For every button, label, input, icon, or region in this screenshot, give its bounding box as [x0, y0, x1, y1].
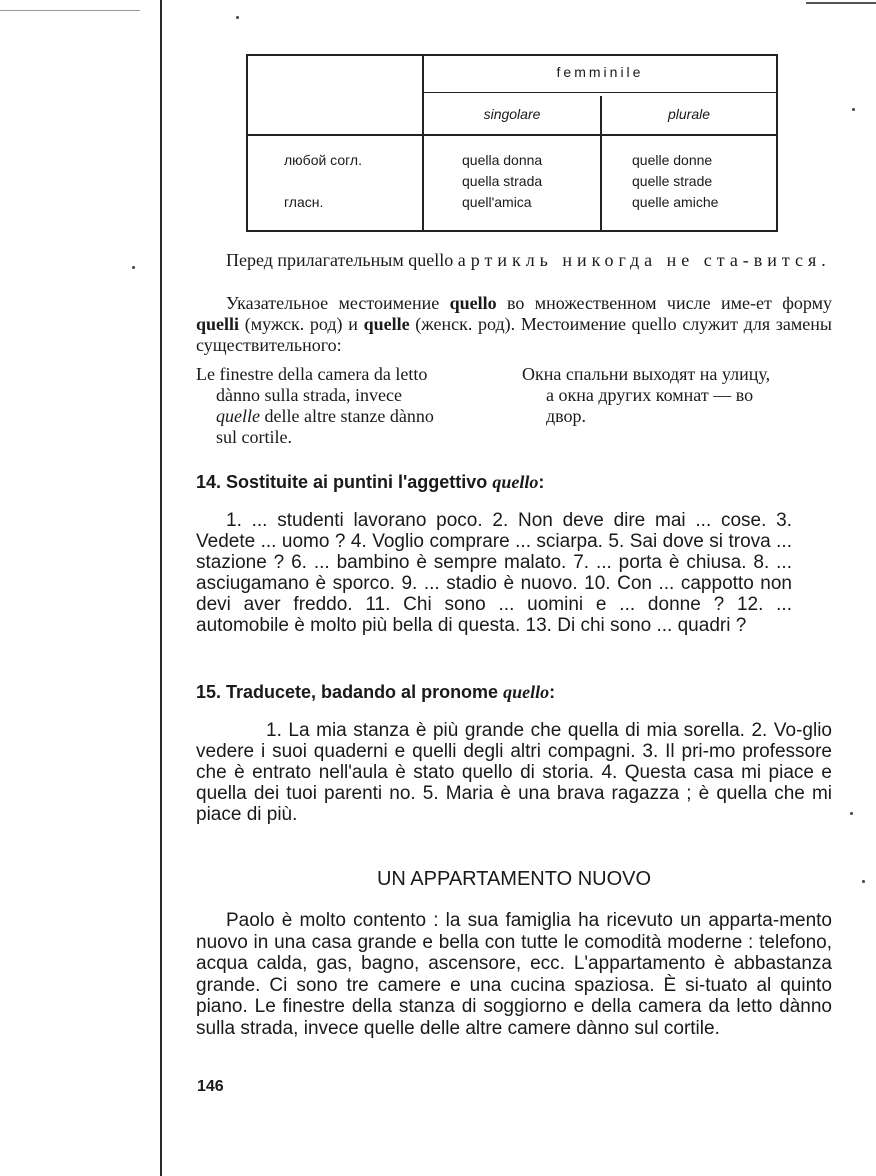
exercise-15-body: 1. La mia stanza è più grande che quella di mia sorella. 2. Vo-glio vedere i suoi quaderni e quelli degli altri compagni. 3. Il pri-mo professore che è entrato nell'aula è stato quello di storia. 4. Questa casa mi piace e quella dei tuoi parenti no. 5. Maria è una brava ragazza ; è quella che mi piace di più. [196, 720, 832, 825]
example-line: двор. [546, 406, 587, 426]
rule-bold-word: quello [449, 293, 497, 313]
table-header: femminile [556, 64, 644, 80]
table-cell-line: quella strada [462, 173, 543, 189]
example-line [196, 406, 506, 427]
exercise-title-text: 15. Traducete, badando al pronome [196, 682, 504, 702]
rule-bold-word: quelle [363, 314, 410, 334]
table-cell-line: quell'amica [462, 194, 532, 210]
example-italian [196, 364, 506, 448]
example-italic-word: quelle [216, 406, 260, 426]
rule-text: (мужск. род) и [239, 314, 364, 334]
page-binding-line [160, 0, 162, 1176]
section-title: UN APPARTAMENTO NUOVO [376, 868, 652, 890]
exercise-title-italic: quello [503, 682, 550, 702]
table-cell-line: quelle amiche [632, 194, 719, 210]
scan-speck [850, 812, 853, 815]
exercise-title-italic: quello [492, 472, 539, 492]
page-number: 146 [197, 1078, 224, 1095]
exercise-15-title [196, 682, 555, 703]
rule-text: (женск. род). Местоимение quello служит для замены существительного: [196, 314, 833, 355]
table-cell-plural [632, 150, 718, 213]
example-russian [522, 364, 834, 427]
rule-text: Указательное местоимение [226, 293, 450, 313]
table-cell-line: quella donna [462, 152, 543, 168]
rule-bold-word: quelli [196, 314, 240, 334]
rule-paragraph [196, 250, 832, 271]
table-row-label: любой согл. [284, 152, 362, 168]
story-paragraph: Paolo è molto contento : la sua famiglia ha ricevuto un apparta-mento nuovo in una casa grande e bella con tutte le comodità moderne : telefono, acqua calda, gas, bagno, ascensore, ecc. L'appartamento è abbastanza grande. Ci sono tre camere e una cucina spaziosa. È si-tuato al quinto piano. Le finestre della stanza di soggiorno e della camera da letto dànno sulla strada, invece quelle delle altre camere dànno sul cortile. [196, 910, 832, 1039]
table-cell-line: quelle donne [632, 152, 713, 168]
grammar-table [246, 54, 778, 232]
exercise-title-text: : [538, 472, 545, 492]
exercise-title-text: : [549, 682, 556, 702]
rule-text: во множественном числе име-ет форму [496, 293, 832, 313]
example-line: Le finestre della camera da letto [196, 364, 428, 384]
exercise-14-body: 1. ... studenti lavorano poco. 2. Non deve dire mai ... cose. 3. Vedete ... uomo ? 4. Voglio comprare ... sciarpa. 5. Sai dove si trova ... stazione ? 6. ... bambino è sempre malato. 7. ... porta è chiusa. 8. ... asciugamano è sporco. 9. ... stadio è nuovo. 10. Con ... cappotto non devi aver freddo. 11. Chi sono ... uomini e ... donne ? 12. ... automobile è molto più bella di questa. 13. Di chi sono ... quadri ? [196, 510, 792, 636]
scan-edge-line [806, 2, 876, 4]
table-divider [248, 134, 776, 136]
table-cell-line: quelle strade [632, 173, 713, 189]
example-line: dànno sulla strada, invece [216, 385, 402, 405]
table-subheader-singular: singolare [483, 106, 541, 122]
scan-speck [236, 16, 239, 19]
table-divider [423, 92, 776, 93]
exercise-title-text: 14. Sostituite ai puntini l'aggettivo [196, 472, 493, 492]
table-subheader-plural: plurale [667, 106, 711, 122]
exercise-14-title [196, 472, 544, 493]
table-row-label: гласн. [284, 194, 324, 210]
example-line: sul cortile. [216, 427, 292, 447]
rule-paragraph [196, 293, 832, 356]
rule-text: Перед прилагательным quello [226, 250, 458, 270]
scan-speck [862, 880, 865, 883]
rule-spaced-text: артикль никогда не ста-вится. [457, 250, 831, 270]
scan-edge-line-left [0, 10, 140, 11]
example-line: Окна спальни выходят на улицу, [522, 364, 771, 384]
table-divider [422, 56, 424, 230]
scan-speck [132, 266, 135, 269]
table-cell-singular [462, 150, 542, 213]
example-line: а окна других комнат — во [546, 385, 754, 405]
scan-speck [852, 108, 855, 111]
example-text: delle altre stanze dànno [259, 406, 434, 426]
